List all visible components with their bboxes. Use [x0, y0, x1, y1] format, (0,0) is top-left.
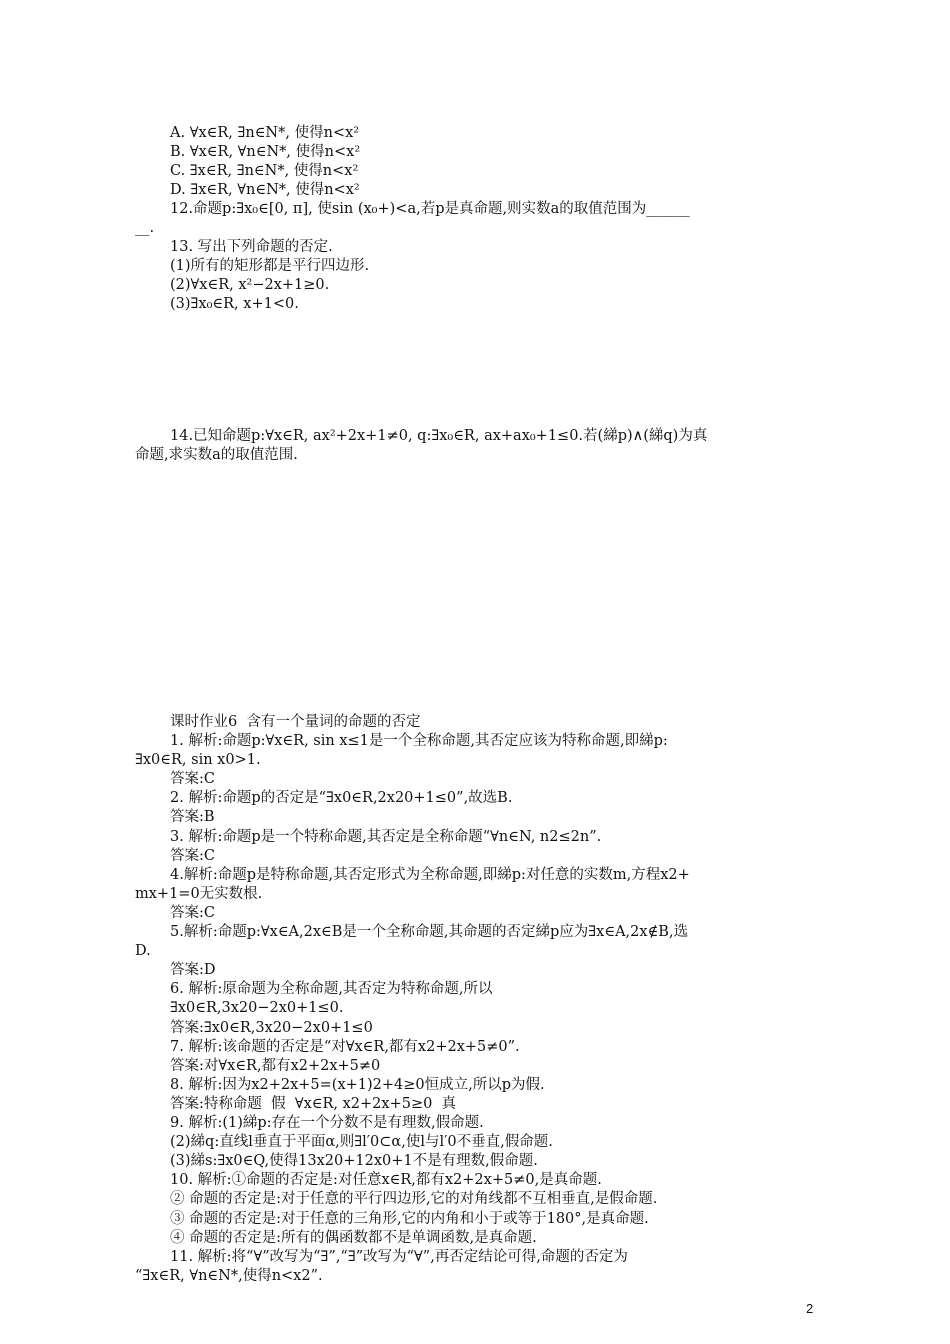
answer-line: 答案:∃x0∈R,3x20−2x0+1≤0 — [170, 1019, 373, 1036]
answer-line: (2)綈q:直线l垂直于平面α,则∃l′0⊂α,使l与l′0不垂直,假命题. — [170, 1134, 553, 1151]
question-13-item-1: (1)所有的矩形都是平行四边形. — [170, 258, 370, 274]
answer-line: ④ 命题的否定是:所有的偶函数都不是单调函数,是真命题. — [170, 1229, 537, 1246]
answer-line: 5.解析:命题p:∀x∈A,2x∈B是一个全称命题,其命题的否定綈p应为∃x∈A,2x∉B,选 — [170, 924, 689, 940]
answer-line: (3)綈s:∃x0∈Q,使得13x20+12x0+1不是有理数,假命题. — [170, 1153, 538, 1170]
choice-a: A. ∀x∈R, ∃n∈N*, 使得n<x² — [170, 125, 360, 141]
question-12-continued: __. — [135, 220, 155, 236]
question-14-continued: 命题,求实数a的取值范围. — [135, 447, 298, 463]
answer-line: 6. 解析:原命题为全称命题,其否定为特称命题,所以 — [170, 981, 493, 998]
answer-line: 答案:C — [170, 847, 215, 864]
answer-line: ∃x0∈R,3x20−2x0+1≤0. — [170, 1000, 344, 1017]
answer-line: 3. 解析:命题p是一个特称命题,其否定是全称命题“∀n∈N, n2≤2n”. — [170, 828, 602, 845]
answer-line: 答案:C — [170, 904, 215, 921]
answer-line: ∃x0∈R, sin x0>1. — [135, 752, 261, 769]
answer-line: 2. 解析:命题p的否定是“∃x0∈R,2x20+1≤0”,故选B. — [170, 790, 513, 807]
answer-line: 10. 解析:①命题的否定是:对任意x∈R,都有x2+2x+5≠0,是真命题. — [170, 1172, 602, 1189]
answer-line: mx+1=0无实数根. — [135, 885, 263, 902]
answers-title: 课时作业6 含有一个量词的命题的否定 — [170, 714, 421, 730]
question-12: 12.命题p:∃x₀∈[0, π], 使sin (x₀+)<a,若p是真命题,则实数a的取值范围为______ — [170, 201, 690, 217]
choice-d: D. ∃x∈R, ∀n∈N*, 使得n<x² — [170, 182, 360, 198]
question-14: 14.已知命题p:∀x∈R, ax²+2x+1≠0, q:∃x₀∈R, ax+ax₀+1≤0.若(綈p)∧(綈q)为真 — [170, 428, 708, 444]
answer-line: 答案:B — [170, 809, 215, 826]
answer-line: 答案:对∀x∈R,都有x2+2x+5≠0 — [170, 1057, 381, 1074]
question-13-item-2: (2)∀x∈R, x²−2x+1≥0. — [170, 277, 330, 293]
answer-line: 11. 解析:将“∀”改写为“∃”,“∃”改写为“∀”,再否定结论可得,命题的否定为 — [170, 1248, 628, 1265]
answer-line: 1. 解析:命题p:∀x∈R, sin x≤1是一个全称命题,其否定应该为特称命题,即綈p: — [170, 733, 668, 749]
answer-line: D. — [135, 943, 151, 960]
answer-line: “∃x∈R, ∀n∈N*,使得n<x2”. — [135, 1267, 323, 1284]
choice-c: C. ∃x∈R, ∃n∈N*, 使得n<x² — [170, 163, 359, 179]
question-13-title: 13. 写出下列命题的否定. — [170, 239, 333, 255]
answer-line: 7. 解析:该命题的否定是“对∀x∈R,都有x2+2x+5≠0”. — [170, 1038, 520, 1055]
answer-line: ② 命题的否定是:对于任意的平行四边形,它的对角线都不互相垂直,是假命题. — [170, 1191, 658, 1208]
answer-line: 答案:C — [170, 771, 215, 788]
answer-line: 8. 解析:因为x2+2x+5=(x+1)2+4≥0恒成立,所以p为假. — [170, 1076, 545, 1093]
page-number: 2 — [806, 1301, 814, 1316]
answer-line: 4.解析:命题p是特称命题,其否定形式为全称命题,即綈p:对任意的实数m,方程x2+ — [170, 866, 690, 883]
question-13-item-3: (3)∃x₀∈R, x+1<0. — [170, 296, 299, 312]
answer-line: 9. 解析:(1)綈p:存在一个分数不是有理数,假命题. — [170, 1115, 484, 1131]
answer-line: ③ 命题的否定是:对于任意的三角形,它的内角和小于或等于180°,是真命题. — [170, 1210, 649, 1227]
answer-line: 答案:D — [170, 962, 216, 979]
answer-line: 答案:特称命题 假 ∀x∈R, x2+2x+5≥0 真 — [170, 1095, 457, 1112]
choice-b: B. ∀x∈R, ∀n∈N*, 使得n<x² — [170, 144, 361, 160]
